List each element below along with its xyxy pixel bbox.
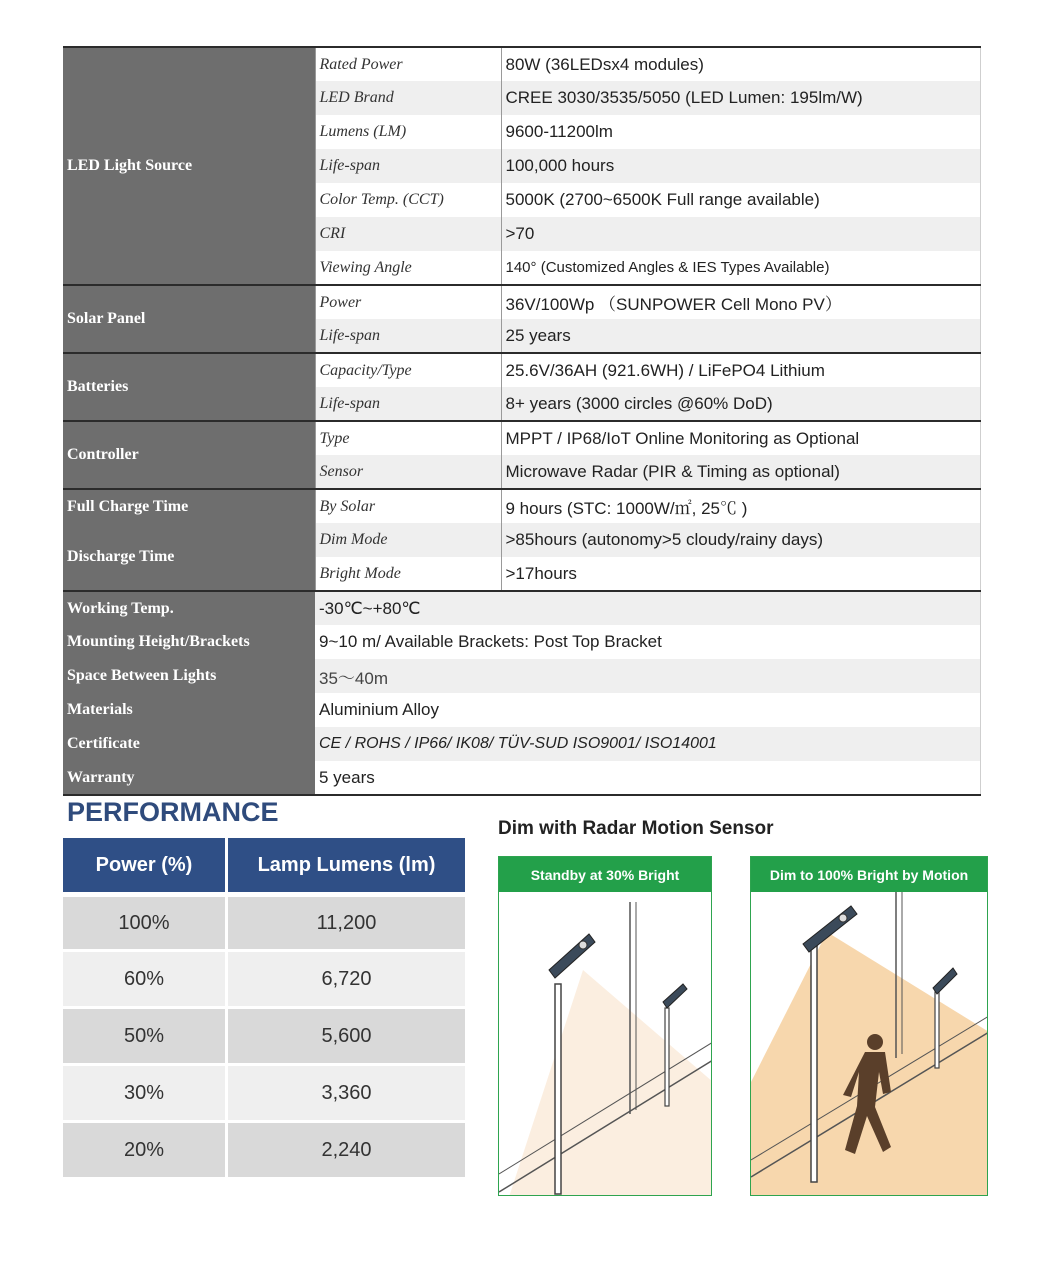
section-controller: Controller	[63, 421, 315, 489]
section-solar-panel: Solar Panel	[63, 285, 315, 353]
spec-value: 140° (Customized Angles & IES Types Available)	[501, 251, 980, 285]
spec-value: 9~10 m/ Available Brackets: Post Top Bracket	[315, 625, 980, 659]
spec-value: Aluminium Alloy	[315, 693, 980, 727]
lamp-head	[663, 984, 687, 1008]
lamp-head	[933, 968, 957, 994]
section-full-charge-time: Full Charge Time	[63, 489, 315, 523]
spec-value: 9600-11200lm	[501, 115, 980, 149]
motion-panel-label: Dim to 100% Bright by Motion	[751, 857, 987, 892]
section-space-between-lights: Space Between Lights	[63, 659, 315, 693]
spec-key: Capacity/Type	[315, 353, 501, 387]
pole	[555, 984, 561, 1194]
spec-key: LED Brand	[315, 81, 501, 115]
spec-key: Sensor	[315, 455, 501, 489]
motion-panel	[750, 856, 988, 1196]
spec-key: Type	[315, 421, 501, 455]
spec-value: 25 years	[501, 319, 980, 353]
power-cell: 100%	[63, 892, 225, 949]
pole	[811, 942, 817, 1182]
spec-key: Dim Mode	[315, 523, 501, 557]
spec-key: Color Temp. (CCT)	[315, 183, 501, 217]
section-working-temp: Working Temp.	[63, 591, 315, 625]
column-header-lumens: Lamp Lumens (lm)	[225, 838, 465, 892]
sensor-icon	[579, 941, 587, 949]
standby-illustration	[499, 892, 712, 1196]
performance-heading: PERFORMANCE	[67, 797, 279, 827]
standby-panel	[498, 856, 712, 1196]
motion-illustration	[751, 892, 988, 1196]
sensor-icon	[839, 914, 847, 922]
lumens-cell: 6,720	[225, 949, 465, 1006]
section-discharge-time: Discharge Time	[63, 523, 315, 591]
table-row	[63, 1120, 465, 1177]
lamp-head	[549, 934, 595, 978]
section-materials: Materials	[63, 693, 315, 727]
spec-key: CRI	[315, 217, 501, 251]
power-cell: 60%	[63, 949, 225, 1006]
power-cell: 50%	[63, 1006, 225, 1063]
pole	[935, 992, 939, 1068]
spec-key: Viewing Angle	[315, 251, 501, 285]
section-certificate: Certificate	[63, 727, 315, 761]
spec-key: Life-span	[315, 319, 501, 353]
spec-value: >70	[501, 217, 980, 251]
spec-value: 8+ years (3000 circles @60% DoD)	[501, 387, 980, 421]
spec-value: 5 years	[315, 761, 980, 795]
section-led-light-source: LED Light Source	[63, 47, 315, 285]
power-cell: 20%	[63, 1120, 225, 1177]
spec-value: >17hours	[501, 557, 980, 591]
spec-table	[63, 46, 981, 796]
spec-value: CREE 3030/3535/5050 (LED Lumen: 195lm/W)	[501, 81, 980, 115]
spec-value: 25.6V/36AH (921.6WH) / LiFePO4 Lithium	[501, 353, 980, 387]
dim-heading: Dim with Radar Motion Sensor	[498, 818, 774, 839]
spec-value: 100,000 hours	[501, 149, 980, 183]
spec-key: Rated Power	[315, 47, 501, 81]
section-mounting-height: Mounting Height/Brackets	[63, 625, 315, 659]
lumens-cell: 2,240	[225, 1120, 465, 1177]
spec-key: Life-span	[315, 149, 501, 183]
table-row	[63, 1006, 465, 1063]
column-header-power: Power (%)	[63, 838, 225, 892]
spec-key: Lumens (LM)	[315, 115, 501, 149]
spec-value: 9 hours (STC: 1000W/㎡, 25℃ )	[501, 489, 980, 523]
spec-value: MPPT / IP68/IoT Online Monitoring as Optional	[501, 421, 980, 455]
lumens-cell: 3,360	[225, 1063, 465, 1120]
pole	[665, 1008, 669, 1106]
table-row	[63, 1063, 465, 1120]
spec-value: 80W (36LEDsx4 modules)	[501, 47, 980, 81]
spec-key: Life-span	[315, 387, 501, 421]
section-warranty: Warranty	[63, 761, 315, 795]
spec-value: 5000K (2700~6500K Full range available)	[501, 183, 980, 217]
lumens-cell: 11,200	[225, 892, 465, 949]
spec-key: Bright Mode	[315, 557, 501, 591]
section-batteries: Batteries	[63, 353, 315, 421]
power-cell: 30%	[63, 1063, 225, 1120]
spec-value: Microwave Radar (PIR & Timing as optional)	[501, 455, 980, 489]
spec-key: Power	[315, 285, 501, 319]
spec-value: CE / ROHS / IP66/ IK08/ TÜV-SUD ISO9001/ ISO14001	[315, 727, 980, 761]
spec-value: >85hours (autonomy>5 cloudy/rainy days)	[501, 523, 980, 557]
light-cone	[509, 970, 712, 1196]
table-row	[63, 949, 465, 1006]
spec-value: 35～40m	[315, 659, 980, 693]
spec-value: 36V/100Wp （SUNPOWER Cell Mono PV）	[501, 285, 980, 319]
lumens-cell: 5,600	[225, 1006, 465, 1063]
performance-table	[63, 838, 465, 1177]
spec-value: -30℃~+80℃	[315, 591, 980, 625]
spec-key: By Solar	[315, 489, 501, 523]
table-row	[63, 892, 465, 949]
standby-panel-label: Standby at 30% Bright	[499, 857, 711, 892]
